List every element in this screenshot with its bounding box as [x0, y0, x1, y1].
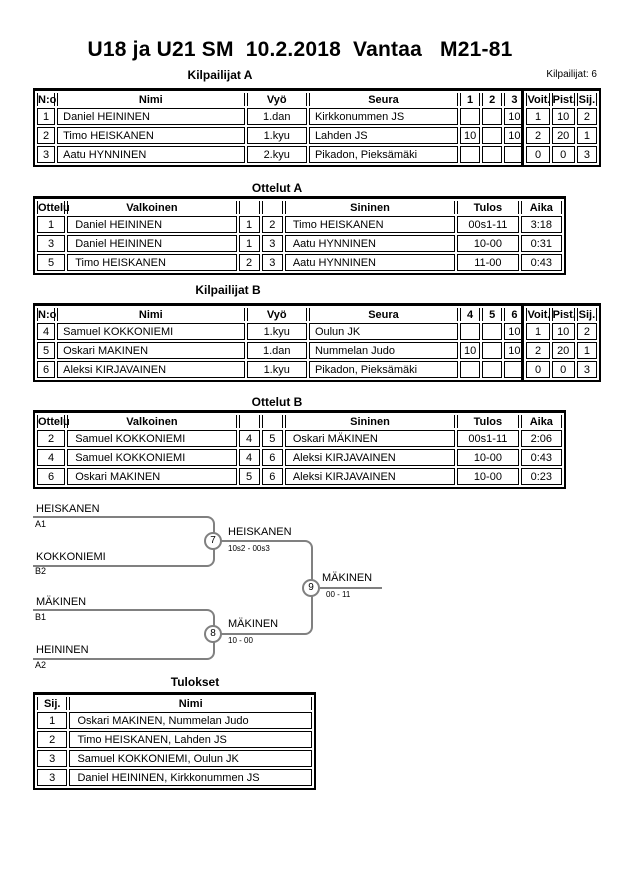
bracket-slot-seed: A2: [35, 660, 47, 670]
table-cell: Kirkkonummen JS: [309, 108, 458, 125]
table-cell: 0:43: [521, 449, 562, 466]
table-cell: 1: [526, 108, 549, 125]
competitors-count-label: Kilpailijat: 6: [546, 69, 597, 80]
table-cell: Daniel HEININEN: [57, 108, 244, 125]
column-header: [239, 415, 260, 428]
bracket-slot-name: HEININEN: [36, 644, 89, 656]
column-header: Aika: [521, 415, 562, 428]
column-header: Sij.: [578, 308, 596, 321]
table-cell: 1: [526, 323, 549, 340]
section-heading-ottelut-b: Ottelut B: [251, 395, 303, 409]
table-row: [37, 235, 562, 252]
table-cell: 3: [37, 235, 65, 252]
match-number-badge: 9: [302, 579, 320, 597]
column-header: Voit.: [527, 93, 551, 106]
table-cell: [482, 127, 502, 144]
table-cell: 00s1-11: [457, 430, 518, 447]
table-cell: Aatu HYNNINEN: [285, 235, 455, 252]
bracket-final-winner-line: [320, 587, 382, 589]
table-cell: 11-00: [457, 254, 518, 271]
table-cell: Aatu HYNNINEN: [285, 254, 455, 271]
table-cell: 1: [577, 342, 597, 359]
table-cell: 3:18: [521, 216, 562, 233]
page-title: U18 ja U21 SM 10.2.2018 Vantaa M21-81: [87, 38, 513, 61]
table-cell: 1.dan: [247, 342, 307, 359]
bracket-slot-seed: B2: [35, 566, 47, 576]
table-cell: 2: [577, 108, 597, 125]
table-row: [37, 146, 597, 163]
table-cell: Aatu HYNNINEN: [57, 146, 244, 163]
table-cell: Daniel HEININEN: [67, 235, 236, 252]
table-cell: 10-00: [457, 235, 518, 252]
table-cell: 1: [577, 127, 597, 144]
table-cell: 0:31: [521, 235, 562, 252]
table-cell: Aleksi KIRJAVAINEN: [285, 468, 455, 485]
table-cell: [482, 342, 502, 359]
column-header: Seura: [309, 93, 458, 106]
table-cell: 2: [37, 430, 65, 447]
table-cell: 5: [37, 254, 65, 271]
table-cell: Timo HEISKANEN, Lahden JS: [69, 731, 312, 748]
table-cell: Timo HEISKANEN: [57, 127, 244, 144]
table-cell: Samuel KOKKONIEMI: [67, 430, 236, 447]
table-row: [37, 108, 597, 125]
table-row: [37, 468, 562, 485]
table-cell: 10: [504, 127, 524, 144]
column-header: Vyö: [247, 308, 307, 321]
table-row: [37, 769, 312, 786]
table-cell: 10-00: [457, 449, 518, 466]
table-row: [37, 127, 597, 144]
bracket-match-score: 10 - 00: [228, 636, 253, 645]
column-header: Valkoinen: [67, 201, 236, 214]
table-cell: Oskari MÄKINEN: [285, 430, 455, 447]
table-cell: 0: [552, 146, 575, 163]
table-cell: Aleksi KIRJAVAINEN: [57, 361, 244, 378]
table-cell: 3: [37, 769, 67, 786]
table-cell: 10: [460, 127, 480, 144]
column-header: Pist.: [552, 308, 576, 321]
table-cell: Aleksi KIRJAVAINEN: [285, 449, 455, 466]
table-cell: Lahden JS: [309, 127, 458, 144]
table-cell: 4: [37, 323, 55, 340]
table-row: [37, 449, 562, 466]
bracket-match-score: 10s2 - 00s3: [228, 544, 270, 553]
table-cell: 1: [37, 216, 65, 233]
column-header: Voit.: [527, 308, 551, 321]
table-cell: [482, 361, 502, 378]
column-header: 6: [504, 308, 524, 321]
bracket-winner-name: HEISKANEN: [228, 526, 292, 538]
table-cell: 2.kyu: [247, 146, 307, 163]
column-header: Sininen: [285, 415, 455, 428]
bracket-slot-name: KOKKONIEMI: [36, 551, 106, 563]
table-cell: Nummelan Judo: [309, 342, 458, 359]
table-cell: 2: [577, 323, 597, 340]
table-cell: 0:23: [521, 468, 562, 485]
table-cell: 10-00: [457, 468, 518, 485]
table-cell: Timo HEISKANEN: [285, 216, 455, 233]
table-cell: Samuel KOKKONIEMI: [57, 323, 244, 340]
table-cell: 2: [526, 342, 549, 359]
table-cell: 2: [37, 127, 55, 144]
column-header: N:o: [38, 308, 57, 321]
table-row: [37, 342, 597, 359]
column-header: Tulos: [457, 415, 518, 428]
table-cell: 1: [37, 712, 67, 729]
column-header: N:o: [38, 93, 57, 106]
section-heading-kilpailijat-a: Kilpailijat A: [187, 68, 253, 82]
bracket-winner-name: MÄKINEN: [322, 572, 373, 584]
table-row: [37, 750, 312, 767]
column-header: Sij.: [37, 697, 67, 710]
table-cell: 0: [526, 146, 549, 163]
table-cell: 10: [504, 342, 524, 359]
column-header: [239, 201, 260, 214]
column-header: 1: [460, 93, 480, 106]
section-heading-ottelut-a: Ottelut A: [251, 181, 303, 195]
results-separator-line: [521, 88, 524, 167]
table-cell: 1.dan: [247, 108, 307, 125]
table-cell: 5: [262, 430, 283, 447]
table-cell: 10: [460, 342, 480, 359]
table-cell: 3: [37, 146, 55, 163]
column-header: Pist.: [552, 93, 576, 106]
column-header: Ottelu: [38, 415, 70, 428]
table-cell: 6: [37, 361, 55, 378]
table-cell: 4: [239, 449, 260, 466]
table-cell: 10: [552, 108, 575, 125]
column-header: Sij.: [578, 93, 596, 106]
table-cell: [482, 323, 502, 340]
bracket-slot-seed: B1: [35, 612, 47, 622]
section-heading-tulokset: Tulokset: [170, 675, 220, 689]
table-cell: 0: [526, 361, 549, 378]
table-cell: [460, 146, 480, 163]
table-cell: Daniel HEININEN: [67, 216, 236, 233]
table-cell: 2: [526, 127, 549, 144]
table-cell: Oskari MAKINEN: [67, 468, 236, 485]
table-row: [37, 254, 562, 271]
match-number-badge: 7: [204, 532, 222, 550]
table-cell: 00s1-11: [457, 216, 518, 233]
table-cell: Pikadon, Pieksämäki: [309, 361, 458, 378]
table-cell: 20: [552, 342, 575, 359]
column-header: 3: [504, 93, 524, 106]
table-cell: 2: [37, 731, 67, 748]
column-header: 2: [482, 93, 502, 106]
bracket-slot-name: HEISKANEN: [36, 503, 100, 515]
table-cell: 3: [577, 146, 597, 163]
table-cell: 1: [239, 216, 260, 233]
match-number-badge: 8: [204, 625, 222, 643]
table-cell: 3: [262, 254, 283, 271]
table-cell: 0:43: [521, 254, 562, 271]
table-cell: 1.kyu: [247, 361, 307, 378]
table-cell: 20: [552, 127, 575, 144]
table-cell: 10: [552, 323, 575, 340]
table-cell: Pikadon, Pieksämäki: [309, 146, 458, 163]
bracket-winner-name: MÄKINEN: [228, 618, 279, 630]
table-cell: 3: [262, 235, 283, 252]
table-row: [37, 323, 597, 340]
column-header: [262, 201, 283, 214]
table-cell: 2: [262, 216, 283, 233]
table-cell: 6: [262, 449, 283, 466]
column-header: Tulos: [457, 201, 518, 214]
table-cell: 3: [37, 750, 67, 767]
table-cell: Samuel KOKKONIEMI, Oulun JK: [69, 750, 312, 767]
ottelut-b-table: [33, 410, 566, 489]
table-cell: 4: [37, 449, 65, 466]
section-heading-kilpailijat-b: Kilpailijat B: [195, 283, 261, 297]
table-row: [37, 430, 562, 447]
bracket-slot-seed: A1: [35, 519, 47, 529]
table-cell: 1: [37, 108, 55, 125]
bracket-match-score: 00 - 11: [326, 590, 351, 599]
column-header: Sininen: [285, 201, 455, 214]
tulokset-table: [33, 692, 316, 790]
table-cell: 5: [37, 342, 55, 359]
table-cell: 10: [504, 323, 524, 340]
table-cell: 2:06: [521, 430, 562, 447]
bracket-slot-name: MÄKINEN: [36, 596, 87, 608]
column-header: Seura: [309, 308, 458, 321]
table-cell: Samuel KOKKONIEMI: [67, 449, 236, 466]
column-header: Aika: [521, 201, 562, 214]
column-header: Vyö: [247, 93, 307, 106]
table-cell: 2: [239, 254, 260, 271]
table-cell: Daniel HEININEN, Kirkkonummen JS: [69, 769, 312, 786]
table-cell: [460, 108, 480, 125]
table-cell: Oulun JK: [309, 323, 458, 340]
column-header: [262, 415, 283, 428]
table-cell: 6: [37, 468, 65, 485]
table-cell: 4: [239, 430, 260, 447]
table-cell: 10: [504, 108, 524, 125]
table-cell: [482, 146, 502, 163]
table-row: [37, 216, 562, 233]
table-cell: 1.kyu: [247, 323, 307, 340]
table-row: [37, 731, 312, 748]
table-row: [37, 361, 597, 378]
table-cell: Oskari MAKINEN: [57, 342, 244, 359]
ottelut-a-table: [33, 196, 566, 275]
kilpailijat-b-table: [33, 303, 601, 382]
column-header: Ottelu: [38, 201, 70, 214]
column-header: Nimi: [57, 93, 244, 106]
column-header: 5: [482, 308, 502, 321]
table-cell: [460, 323, 480, 340]
table-cell: 0: [552, 361, 575, 378]
table-cell: 5: [239, 468, 260, 485]
column-header: Nimi: [57, 308, 244, 321]
column-header: Valkoinen: [67, 415, 236, 428]
table-row: [37, 712, 312, 729]
table-cell: Timo HEISKANEN: [67, 254, 236, 271]
column-header: Nimi: [69, 697, 312, 710]
table-cell: 1: [239, 235, 260, 252]
table-cell: 6: [262, 468, 283, 485]
results-separator-line: [521, 303, 524, 382]
table-cell: [482, 108, 502, 125]
table-cell: Oskari MAKINEN, Nummelan Judo: [69, 712, 312, 729]
table-cell: 3: [577, 361, 597, 378]
column-header: 4: [460, 308, 480, 321]
kilpailijat-a-table: [33, 88, 601, 167]
table-cell: [460, 361, 480, 378]
table-cell: 1.kyu: [247, 127, 307, 144]
